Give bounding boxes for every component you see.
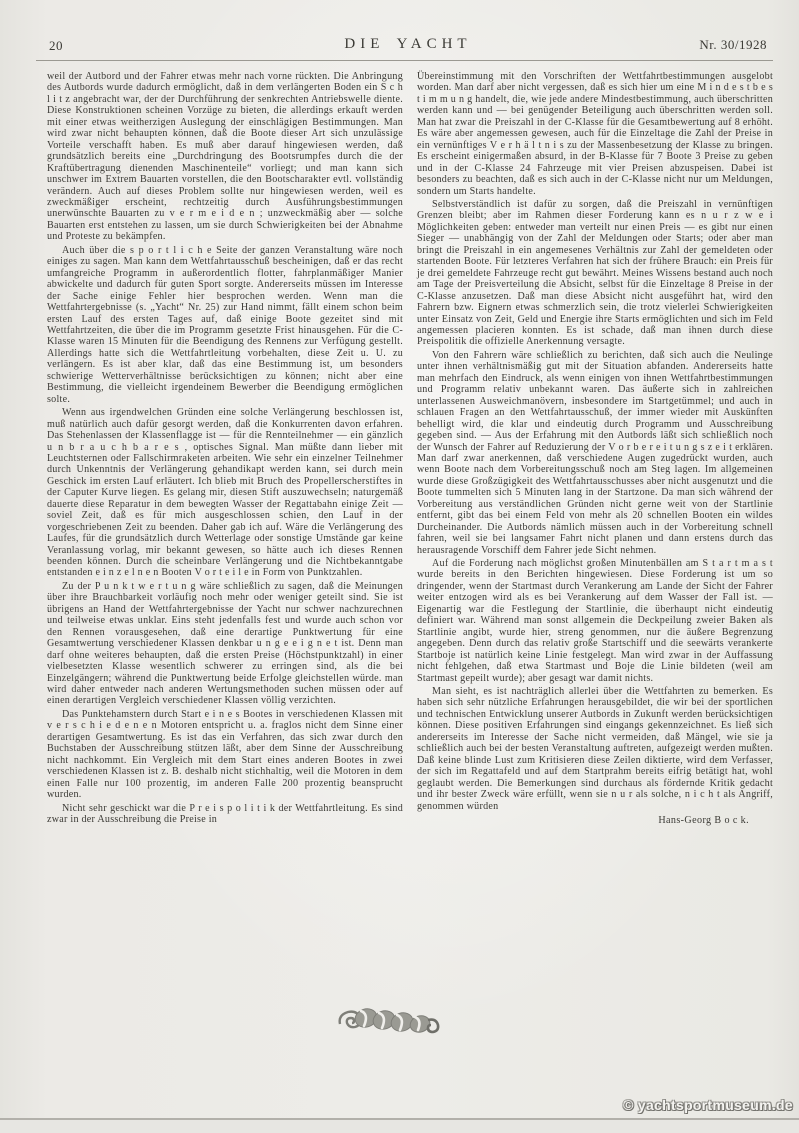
column-left: [47, 71, 403, 827]
issue-number: Nr. 30/1928: [699, 37, 767, 52]
page-header: [47, 36, 769, 54]
paragraph: Wenn aus irgendwelchen Gründen eine solche Verlängerung beschlossen ist, muß natürlich auch dafür gesorgt werden, daß die Konkurrenten davon erfahren. Das Stehenlassen der Klassenflagge ist — für die Rennteilnehmer — ein gänzlich u n b r a u c h b a r e s , optisches Signal. Man müßte dann lieber mit Leuchtsternen oder Fallschirmraketen arbeiten. Wie sehr ein einzelner Teilnehmer durch Unkenntnis der Verlängerung gehandikapt werden kann, sei durch mein Geschick im ersten Lauf erläutert. Ich blieb mit Bruch des Propellerscherstiftes in der Caputer Kurve liegen. Es gelang mir, diesen Stift auszuwechseln; naturgemäß dauerte diese Reparatur in dem bewegten Wasser der Regattabahn einige Zeit — soviel Zeit, daß es für mich ausgeschlossen schien, den Lauf in der vorgeschriebenen Zeit zu beenden. Daher gab ich auf. Wäre die Verlängerung des Laufes, für die grundsätzlich durch Wetterlage oder sonstige Umstände gar keine Veranlassung vorlag, mir bekannt gewesen, so hätte auch ich dieses Rennen beenden können. Durch die scheinbare Verlängerung und die Nichtbekanntgabe entstanden e i n z e l n e n Booten V o r t e i l e in Form von Punktzahlen.: [47, 407, 403, 579]
page-number: 20: [49, 38, 63, 53]
scan-edge-margin: [0, 1120, 799, 1133]
scroll-ornament-icon: [336, 1000, 444, 1040]
paragraph: Auf die Forderung nach möglichst großen Minutenbällen am S t a r t m a s t wurde bereits in den Berichten hingewiesen. Diese Forderung ist um so dringender, wenn der Startmast durch Verankerung am Lande der Sicht der Fahrer weiter entzogen wird als es bei Verankerung auf dem Wasser der Fall ist. — Eigenartig war die Festlegung der Startlinie, die überhaupt nicht eindeutig definiert war. Während man sonst allgemein die Deckpeilung zweier Baken als Startlinie angibt, wurde hier, streng genommen, nur die äußere Begrenzung angegeben. Denn durch das relativ große Startschiff und die seewärts verankerte Startboje ist natürlich keine Linie festgelegt. Man wird zwar in der Auffassung nicht fehlgehen, daß etwa Startmast und Boje die Linie bildeten (weil am Startmast gepeilt wurde); aber gesagt war damit nichts.: [417, 558, 773, 684]
paragraph: Man sieht, es ist nachträglich allerlei über die Wettfahrten zu bemerken. Es haben sich sehr nützliche Erfahrungen herausgebildet, die wir bei der sportlichen und technischen Entwicklung unserer Autbords in Zukunft werden berücksichtigen können. Diese positiven Erfahrungen sind eingangs gekennzeichnet. Es ließ sich andererseits im Interesse der Sache nicht vermeiden, daß Mängel, wie sie ja schließlich auch bei der besten Veranstaltung auftreten, aufgezeigt werden mußten. Daß keine blinde Lust zum Kritisieren diese Zeilen diktierte, wird dem Verfasser, der sich im Regattafeld und auf dem Startprahm bereits eifrig betätigt hat, wohl geglaubt werden. Die Bemerkungen sind durchaus als fördernde Kritik gedacht und ihr bester Zweck wäre erfüllt, wenn sie n u r als solche, n i c h t als Angriff, genommen würden: [417, 686, 773, 812]
column-right-paragraphs: [417, 71, 773, 812]
watermark: © yachtsportmuseum.de: [623, 1097, 793, 1113]
column-right: [417, 71, 773, 827]
header-rule: [36, 60, 773, 61]
paragraph: Auch über die s p o r t l i c h e Seite der ganzen Veranstaltung wäre noch einiges zu sagen. Man kann dem Wettfahrtausschuß bescheinigen, daß er das recht umfangreiche Programm in außerordentlich flotter, fahrplanmäßiger Manier abwickelte und dadurch für guten Sport sorgte. Andererseits müssen im Interesse der Sache einige Fehler hier besprochen werden. Wenn man die Wettfahrtergebnisse (s. „Yacht“ Nr. 25) zur Hand nimmt, fällt einem schon beim ersten Lauf des ersten Tages auf, daß einige Boote gezeitet sind mit Wettfahrtzeiten, die über die im Programm gesetzte Frist hinausgehen. Für die C-Klasse waren 15 Minuten für die Beendigung des Rennens zur Verfügung gestellt. Allerdings hatte sich die Wettfahrtleitung vorbehalten, diese Zeit u. U. zu verlängern. Es ist aber klar, daß das eine Bestimmung ist, um besonders schwierige Wetterverhältnisse berücksichtigen zu können; nicht aber eine Bestimmung, die vielleicht irgendeinem Bewerber die Beendigung ermöglichen solte.: [47, 244, 403, 405]
paragraph: Zu der P u n k t w e r t u n g wäre schließlich zu sagen, daß die Meinungen über ihre Brauchbarkeit vorläufig noch mehr oder weniger geteilt sind. Sie ist übrigens an Hand der Wettfahrtergebnisse der Yacht nur schwer nachzurechnen und teilweise etwas unklar. Eins steht jedenfalls fest und wurde auch schon vor den Rennen vorausgesehen, daß eine derartige Punktwertung für eine Gesamtwertung verschiedener Klassen denkbar u n g e e i g n e t ist. Denn man darf ohne weiteres behaupten, daß die ersten Preise (Höchstpunktzahl) in einer vielbesetzten Klasse wesentlich schwerer zu erringen sind, als die bei Einzelgängern; während die Punktwertung beide Erfolge gleichstellen würde. man wird daher entweder nach anderen Wertungsmethoden suchen müssen oder auf einen derartigen Vergleich verschiedener Klassen völlig verzichten.: [47, 580, 403, 707]
paragraph: Übereinstimmung mit den Vorschriften der Wettfahrtbestimmungen ausgelobt worden. Man darf aber nicht vergessen, daß es sich hier um eine M i n d e s t b e s t i m m u n g handelt, die, wie jede andere Mindestbestimmung, auch überschritten werden kann und — bei genügender Beteiligung auch überschritten werden soll. Man hat zwar die Preiszahl in der C-Klasse für die Gesamtbewertung auf 8 erhöht. Es wäre aber angemessen gewesen, auch für die Einzeltage die Zahl der Preise in ein vernünftiges V e r h ä l t n i s zu der Massenbesetzung der Klasse zu bringen. Es erscheint einigermaßen absurd, in der B-Klasse für 7 Boote 3 Preise zu geben und in der C-Klasse 24 Fahrzeuge mit vier Preisen abzuspeisen. Dabei ist besonders zu beachten, daß es sich auch in der C-Klasse nicht nur um Meldungen, sondern um Starts handelte.: [417, 71, 773, 197]
paragraph: Das Punktehamstern durch Start e i n e s Bootes in verschiedenen Klassen mit v e r s c h i e d e n e n Motoren entspricht u. a. fraglos nicht dem Sinne einer derartigen Gesamtwertung. Es ist das ein Verfahren, das sich zwar durch den Buchstaben der Ausschreibung stützen läßt, aber dem Sinne der Ausschreibung nicht nachkommt. Ein Vergleich mit dem Start eines anderen Bootes in zwei verschiedenen Klassen ist z. B. deshalb nicht stichhaltig, weil die Motoren in dem einen Falle nur 100 prozentig, im anderen Falle 200 prozentig beansprucht wurden.: [47, 708, 403, 801]
paragraph: Von den Fahrern wäre schließlich zu berichten, daß sich auch die Neulinge unter ihnen verhältnismäßig gut mit der Situation abfanden. Andererseits hatte man mehrfach den Eindruck, als wenn einigen von ihnen Wettfahrtbestimmungen und Programm relativ unbekannt waren. Das äußerte sich in zahlreichen unterlassenen Ausweichmanövern, insbesondere im Startgetümmel; und auch in schlauen Fragen an den Wettfahrtausschuß, der immer wieder mit Auskünften behelligt wird, die klar und eindeutig durch Programm und Ausschreibung gegeben sind. — Aus der Erfahrung mit den Autbords läßt sich schließlich noch der Wunsch der Fahrer auf Reduzierung der V o r b e r e i t u n g s z e i t erklären. Man darf zwar anerkennen, daß verschiedene Augen zugedrückt wurden, auch wenn Boote nach dem Vorbereitungsschuß noch am Steg lagen. Im allgemeinen wurde diese Großzügigkeit des Wettfahrtausschusses aber nicht ausgenutzt und die Boote tummelten sich 5 Minuten lang in der Startzone. Da man sich während der Vorbereitung aus verständlichen Gründen nicht gerne weit von der Startlinie entfernt, gibt das bei einem Feld von mehr als 20 schnellen Booten ein wildes Durcheinander. Die Autbords nämlich müssen auch in der Vorbereitung schnell fahren, weil sie bei langsamer Fahrt nicht planen und dann erstens durch das herausragende Vorschiff dem Fahrer jede Sicht nehmen.: [417, 349, 773, 556]
paragraph: Selbstverständlich ist dafür zu sorgen, daß die Preiszahl in vernünftigen Grenzen bleibt; aber im Rahmen dieser Forderung kann es n u r z w e i Möglichkeiten geben: entweder man verteilt nur einen Preis — es gibt nur einen Sieger — unabhängig von der Zahl der Meldungen oder Starts; oder aber man bringt die Preiszahl in ein angemesenes Verhältnis zur Zahl der gemeldeten oder startenden Boote. Für letzteres Verfahren hat sich der frühere Brauch: ein Preis für je drei gemeldete Fahrzeuge recht gut bewährt. Meines Wissens bestand auch noch am Tage der Preisverteilung die Absicht, selbst für die Einzeltage 8 Preise in der C-Klasse anzusetzen. Daß man diese Absicht nicht ausgeführt hat, wird den Fahrern bzw. Eignern etwas schmerzlich sein, die trotz vielerlei Schwierigkeiten unter Einsatz von Zeit, Geld und Energie ihre Starts ermöglichten und sich im Feld angemessen placieren konnten. Es ist schade, daß man ihnen durch diese Preispolitik die offizielle Anerkennung versagte.: [417, 198, 773, 348]
magazine-title: DIE YACHT: [344, 36, 472, 52]
paragraph: weil der Autbord und der Fahrer etwas mehr nach vorne rückten. Die Anbringung des Autbords wurde dadurch ermöglicht, daß in dem verlängerten Boden ein S c h l i t z angebracht war, der der Durchführung der senkrechten Antriebswelle diente. Diese Konstruktionen scheinen Vorzüge zu bieten, die allerdings erkauft werden mit einer etwas weitherzigen Auslegung der einschlägigen Bestimmungen. Man wird zwar nicht behaupten können, daß die Boote dieser Art sich unzulässige Vorteile verschafft haben. Es muß aber darauf hingewiesen werden, daß grundsätzlich bereits eine „Durchdringung des Bootsrumpfes durch die der Kraftübertragung dienenden Maschinenteile“ vorliegt; und man kann sich unschwer im Extrem Bauarten vorstellen, die den Bootscharakter evtl. vollständig verändern. Auch auf dieses Problem sollte nur hingewiesen werden, weil es zweckmäßiger erscheint, rechtzeitig durch Ausführungsbestimmungen unerwünschte Bauarten zu v e r m e i d e n ; unzweckmäßig aber — solche Bauarten erst entstehen zu lassen, um sie durch Schwierigkeiten bei der Abnahme und Proteste zu bekämpfen.: [47, 71, 403, 243]
article-body: [47, 71, 773, 827]
author-signature: Hans-Georg B o c k.: [658, 815, 749, 826]
paragraph: Nicht sehr geschickt war die P r e i s p o l i t i k der Wettfahrtleitung. Es sind zwar in der Ausschreibung die Preise in: [47, 802, 403, 825]
